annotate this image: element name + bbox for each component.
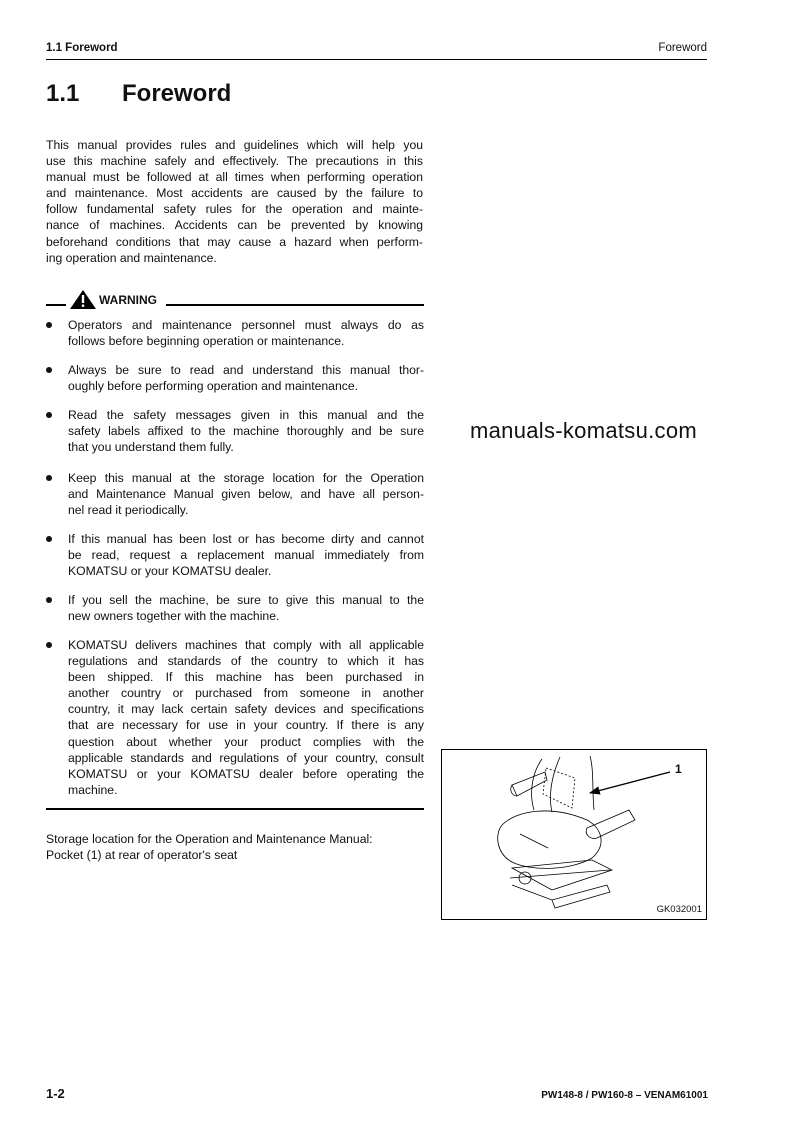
bullet-line: KOMATSU or your KOMATSU dealer. (68, 564, 272, 579)
document-code: PW148-8 / PW160-8 – VENAM61001 (541, 1090, 708, 1101)
bullet-line: been shipped. If this machine has been purchased in (68, 670, 424, 685)
bullet-line: question about whether your product complies with the (68, 734, 424, 749)
bullet-icon (46, 412, 52, 418)
bullet-line: country, it may lack certain safety devices and specifications (68, 702, 424, 717)
bullet-text (68, 317, 424, 349)
bullet-line: Read the safety messages given in this manual and the (68, 408, 424, 422)
bullet-text (68, 531, 424, 579)
bullet-line: applicable standards and regulations of your country, consult (68, 750, 424, 765)
bullet-icon (46, 475, 52, 481)
header-rule (46, 59, 707, 60)
figure-callout-1: 1 (675, 762, 682, 776)
bullet-line: KOMATSU or your KOMATSU dealer before operating the (68, 766, 424, 781)
header-title: Foreword (658, 42, 707, 54)
bullet-line: nel read it periodically. (68, 503, 189, 518)
page-title (46, 80, 231, 108)
bullet-line: follows before beginning operation or maintenance. (68, 334, 345, 349)
bullet-line: be read, request a replacement manual immediately from (68, 548, 424, 563)
bullet-text (68, 637, 424, 798)
intro-line: and maintenance. Most accidents are caused by the failure to (46, 186, 423, 201)
warning-triangle-icon (70, 290, 96, 310)
section-number: 1.1 (46, 80, 80, 107)
section-title: Foreword (122, 80, 232, 107)
bullet-text (68, 470, 424, 518)
bullet-icon (46, 322, 52, 328)
intro-line: ing operation and maintenance. (46, 250, 217, 265)
bullet-icon (46, 536, 52, 542)
bullet-line: Always be sure to read and understand this manual thor- (68, 363, 424, 377)
bullet-line: oughly before performing operation and maintenance. (68, 379, 358, 394)
header-section: 1.1 Foreword (46, 42, 118, 54)
bullet-line: regulations and standards of the country to which it has (68, 654, 424, 669)
bullet-line: KOMATSU delivers machines that comply with all applicable (68, 638, 424, 652)
bullet-line: machine. (68, 782, 118, 797)
warning-rule-right (166, 304, 424, 306)
bullet-line: Operators and maintenance personnel must always do as (68, 318, 424, 332)
intro-line: use this machine safely and effectively. The precautions in this (46, 154, 423, 169)
page-number: 1-2 (46, 1086, 65, 1101)
bullet-line: If you sell the machine, be sure to give this manual to the (68, 593, 424, 607)
warning-label: WARNING (99, 293, 157, 307)
intro-line: beforehand conditions that may cause a hazard when perform- (46, 234, 423, 249)
bullet-line: safety labels affixed to the machine thoroughly and be sure (68, 424, 424, 439)
operator-seat-illustration (442, 750, 706, 919)
bullet-line: that are necessary for use in your country. If there is any (68, 718, 424, 733)
bullet-icon (46, 367, 52, 373)
bullet-line: another country or purchased from someone in another (68, 686, 424, 701)
intro-paragraph (46, 137, 423, 266)
storage-location (46, 831, 426, 863)
bullet-line: Keep this manual at the storage location for the Operation (68, 471, 424, 485)
bullet-text (68, 407, 424, 455)
warning-end-rule (46, 808, 424, 810)
storage-line-1: Storage location for the Operation and Maintenance Manual: (46, 832, 373, 846)
bullet-icon (46, 642, 52, 648)
intro-line: This manual provides rules and guidelines which will help you (46, 138, 423, 152)
warning-rule-left (46, 304, 66, 306)
warning-heading (46, 290, 424, 310)
storage-line-2: Pocket (1) at rear of operator's seat (46, 848, 238, 863)
bullet-text (68, 592, 424, 624)
figure-code: GK032001 (656, 904, 702, 915)
bullet-line: and Maintenance Manual given below, and have all person- (68, 487, 424, 502)
intro-line: nance of machines. Accidents can be prevented by knowing (46, 218, 423, 233)
bullet-line: new owners together with the machine. (68, 609, 280, 624)
watermark: manuals-komatsu.com (470, 418, 697, 443)
bullet-icon (46, 597, 52, 603)
seat-figure (441, 749, 707, 920)
bullet-text (68, 362, 424, 394)
bullet-line: that you understand them fully. (68, 440, 234, 455)
intro-line: manual must be followed at all times when performing operation (46, 170, 423, 185)
bullet-line: If this manual has been lost or has become dirty and cannot (68, 532, 424, 546)
intro-line: follow fundamental safety rules for the operation and mainte- (46, 202, 423, 217)
